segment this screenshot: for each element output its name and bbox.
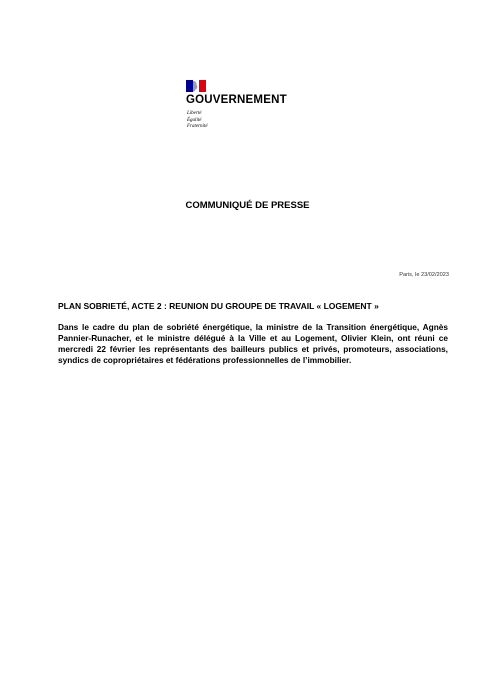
flag-red-stripe xyxy=(199,80,206,92)
flag-white-stripe xyxy=(193,80,199,92)
date-line: Paris, le 23/02/2023 xyxy=(399,272,449,278)
motto-egalite: Égalité xyxy=(187,117,202,123)
government-name: GOUVERNEMENT xyxy=(186,94,287,106)
motto-fraternite: Fraternité xyxy=(187,124,208,129)
motto-liberte: Liberté xyxy=(187,111,202,116)
press-release-headline: PLAN SOBRIETÉ, ACTE 2 : REUNION DU GROUPE DE TRAVAIL « LOGEMENT » xyxy=(58,301,379,311)
press-release-lede: Dans le cadre du plan de sobriété énergétique, la ministre de la Transition énergétique, Agnès Pannier-Runacher, et le ministre délégué à la Ville et au Logement, Olivier Klein, ont réuni ce mercredi 22 février les représentants des bailleurs publics et privés, promoteurs, associations, syndics de copropriétaires et fédérations professionnelles de l’immobilier. xyxy=(58,322,448,365)
press-release-title: COMMUNIQUÉ DE PRESSE xyxy=(185,200,310,211)
flag-blue-stripe xyxy=(186,80,193,92)
government-logo xyxy=(186,80,296,140)
republic-motto xyxy=(187,111,208,131)
marianne-logo-icon xyxy=(186,80,206,92)
marianne-profile-icon xyxy=(193,80,199,92)
